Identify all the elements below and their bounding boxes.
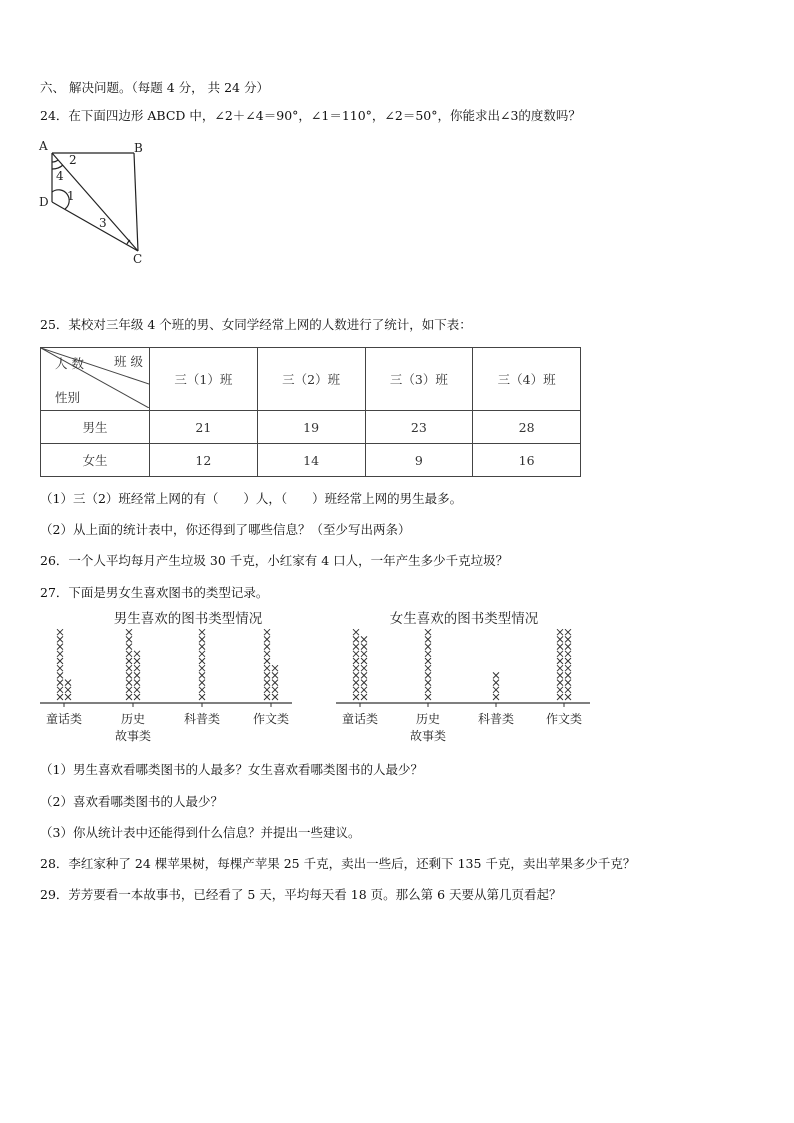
table-cell: 21 <box>150 411 258 444</box>
tally-mark <box>57 644 63 650</box>
tally-mark <box>353 644 359 650</box>
category-label: 故事类 <box>409 729 447 743</box>
tally-mark <box>126 665 132 671</box>
tally-mark <box>264 658 270 664</box>
tally-mark <box>353 629 359 635</box>
tally-mark <box>557 665 563 671</box>
table-row-label: 男生 <box>41 411 150 444</box>
category-label: 科普类 <box>183 712 221 726</box>
tally-mark <box>264 665 270 671</box>
tally-mark <box>425 651 431 657</box>
tally-mark <box>493 680 499 686</box>
tally-mark <box>57 658 63 664</box>
angle-4-label: 4 <box>56 169 64 183</box>
tally-column <box>557 629 571 700</box>
tally-mark <box>493 694 499 700</box>
table-cell: 12 <box>150 444 258 477</box>
tally-mark <box>565 680 571 686</box>
table-cell: 14 <box>257 444 365 477</box>
tally-mark <box>425 687 431 693</box>
tally-mark <box>126 680 132 686</box>
tally-mark <box>126 687 132 693</box>
tally-mark <box>65 680 71 686</box>
question-25-sub1: （1）三（2）班经常上网的有（ ）人，（ ）班经常上网的男生最多。 <box>40 491 463 506</box>
tally-mark <box>565 694 571 700</box>
table-corner-cell <box>41 348 150 411</box>
tally-mark <box>425 658 431 664</box>
tally-mark <box>565 658 571 664</box>
tally-mark <box>557 687 563 693</box>
tally-column <box>126 629 140 700</box>
question-26-text: 26．一个人平均每月产生垃圾 30 千克，小红家有 4 口人，一年产生多少千克垃圾？ <box>40 553 509 568</box>
tally-mark <box>565 629 571 635</box>
tally-mark <box>425 694 431 700</box>
tally-mark <box>565 651 571 657</box>
table-row <box>41 444 581 477</box>
category-label: 童话类 <box>341 712 379 726</box>
tally-mark <box>126 629 132 635</box>
tally-column <box>425 629 431 700</box>
tally-mark <box>126 672 132 678</box>
tally-mark <box>65 687 71 693</box>
tally-mark <box>272 687 278 693</box>
vertex-d-label: D <box>39 195 49 209</box>
tally-mark <box>353 636 359 642</box>
category-label: 历史 <box>120 712 146 726</box>
tally-mark <box>557 658 563 664</box>
question-27-sub3: （3）你从统计表中还能得到什么信息？并提出一些建议。 <box>40 825 361 840</box>
question-28-text: 28．李红家种了 24 棵苹果树，每棵产苹果 25 千克，卖出一些后，还剩下 135 千克，卖出苹果多少千克？ <box>40 856 636 871</box>
tally-mark <box>264 636 270 642</box>
tally-mark <box>134 680 140 686</box>
tally-mark <box>199 636 205 642</box>
tally-mark <box>134 672 140 678</box>
tally-mark <box>425 672 431 678</box>
tally-mark <box>557 651 563 657</box>
tally-mark <box>493 687 499 693</box>
tally-mark <box>65 694 71 700</box>
section-title: 六、 解决问题。（每题 4 分， 共 24 分） <box>40 80 269 95</box>
tally-mark <box>557 644 563 650</box>
corner-class-label: 班 级 <box>114 354 143 369</box>
tally-mark <box>557 636 563 642</box>
tally-mark <box>361 665 367 671</box>
vertex-a-label: A <box>39 139 48 153</box>
table-column-header: 三（4）班 <box>473 348 581 411</box>
question-24-text: 24．在下面四边形 ABCD 中，∠2＋∠4＝90°，∠1＝110°，∠2＝50°，你能求出∠3的度数吗？ <box>40 108 581 123</box>
tally-mark <box>264 680 270 686</box>
category-label: 故事类 <box>114 729 152 743</box>
tally-mark <box>199 672 205 678</box>
tally-mark <box>353 665 359 671</box>
tally-mark <box>361 636 367 642</box>
vertex-c-label: C <box>133 252 143 266</box>
tally-mark <box>361 694 367 700</box>
tally-mark <box>361 651 367 657</box>
tally-mark <box>361 658 367 664</box>
category-label: 科普类 <box>477 712 515 726</box>
table-column-header: 三（1）班 <box>150 348 258 411</box>
tally-mark <box>361 687 367 693</box>
tally-mark <box>134 694 140 700</box>
tally-mark <box>134 665 140 671</box>
tally-mark <box>565 665 571 671</box>
tally-mark <box>199 651 205 657</box>
tally-mark <box>272 672 278 678</box>
tally-mark <box>199 687 205 693</box>
question-27-sub1: （1）男生喜欢看哪类图书的人最多？女生喜欢看哪类图书的人最少？ <box>40 762 423 777</box>
corner-gender-label: 性别 <box>55 390 81 405</box>
angle-arc-2 <box>52 160 58 162</box>
tally-mark <box>199 629 205 635</box>
tally-mark <box>353 694 359 700</box>
angle-1-label: 1 <box>67 189 75 203</box>
tally-mark <box>264 687 270 693</box>
tally-mark <box>126 644 132 650</box>
tally-mark <box>557 694 563 700</box>
category-label: 童话类 <box>45 712 83 726</box>
tally-mark <box>134 658 140 664</box>
tally-mark <box>134 651 140 657</box>
tally-mark <box>425 629 431 635</box>
tally-mark <box>199 680 205 686</box>
tally-mark <box>361 644 367 650</box>
tally-mark <box>425 636 431 642</box>
tally-mark <box>199 644 205 650</box>
tally-mark <box>264 629 270 635</box>
corner-count-label: 人 数 <box>55 356 84 371</box>
question-27-sub2: （2）喜欢看哪类图书的人最少？ <box>40 794 223 809</box>
category-label: 作文类 <box>252 712 290 726</box>
tally-mark <box>557 629 563 635</box>
table-cell: 19 <box>257 411 365 444</box>
edge-cd <box>52 202 138 251</box>
tally-mark <box>557 672 563 678</box>
angle-2-label: 2 <box>69 153 77 167</box>
tally-mark <box>565 687 571 693</box>
tally-mark <box>565 644 571 650</box>
tally-mark <box>199 665 205 671</box>
tally-mark <box>126 658 132 664</box>
vertex-b-label: B <box>134 141 143 155</box>
table-cell: 9 <box>365 444 473 477</box>
edge-bc <box>134 153 138 251</box>
table-cell: 16 <box>473 444 581 477</box>
tally-mark <box>126 636 132 642</box>
tally-mark <box>425 665 431 671</box>
tally-mark <box>493 672 499 678</box>
table-row <box>41 411 581 444</box>
tally-mark <box>126 651 132 657</box>
tally-mark <box>353 687 359 693</box>
tally-mark <box>264 694 270 700</box>
table-column-header: 三（2）班 <box>257 348 365 411</box>
table-header-row <box>41 348 581 411</box>
quadrilateral-abcd-figure <box>36 136 156 266</box>
tally-column <box>353 629 367 700</box>
category-label: 历史 <box>415 712 441 726</box>
angle-3-label: 3 <box>99 216 107 230</box>
tally-mark <box>57 651 63 657</box>
tally-mark <box>264 651 270 657</box>
tally-column <box>493 672 499 700</box>
tally-mark <box>425 680 431 686</box>
girls-book-chart <box>336 610 590 743</box>
question-29-text: 29．芳芳要看一本故事书，已经看了 5 天，平均每天看 18 页。那么第 6 天要从第几页看起？ <box>40 887 562 902</box>
class-stats-table <box>40 347 581 477</box>
tally-column <box>199 629 205 700</box>
tally-mark <box>57 629 63 635</box>
tally-mark <box>126 694 132 700</box>
tally-mark <box>565 672 571 678</box>
book-type-charts <box>40 603 600 748</box>
tally-mark <box>565 636 571 642</box>
table-column-header: 三（3）班 <box>365 348 473 411</box>
tally-mark <box>361 680 367 686</box>
category-label: 作文类 <box>545 712 583 726</box>
tally-mark <box>134 687 140 693</box>
chart-title: 女生喜欢的图书类型情况 <box>389 611 539 627</box>
tally-mark <box>272 680 278 686</box>
table-row-label: 女生 <box>41 444 150 477</box>
question-27-text: 27．下面是男女生喜欢图书的类型记录。 <box>40 585 269 600</box>
tally-mark <box>353 658 359 664</box>
tally-mark <box>264 644 270 650</box>
tally-mark <box>57 665 63 671</box>
tally-mark <box>57 636 63 642</box>
table-cell: 23 <box>365 411 473 444</box>
tally-mark <box>353 680 359 686</box>
tally-mark <box>199 694 205 700</box>
diagonal-ac <box>52 153 138 251</box>
tally-mark <box>57 694 63 700</box>
tally-mark <box>353 672 359 678</box>
tally-column <box>57 629 71 700</box>
tally-column <box>264 629 278 700</box>
boys-book-chart <box>40 610 292 743</box>
tally-mark <box>353 651 359 657</box>
chart-title: 男生喜欢的图书类型情况 <box>113 611 263 627</box>
tally-mark <box>361 672 367 678</box>
tally-mark <box>272 665 278 671</box>
tally-mark <box>272 694 278 700</box>
tally-mark <box>199 658 205 664</box>
tally-mark <box>57 680 63 686</box>
tally-mark <box>264 672 270 678</box>
question-25-text: 25．某校对三年级 4 个班的男、女同学经常上网的人数进行了统计，如下表： <box>40 317 472 332</box>
tally-mark <box>57 672 63 678</box>
tally-mark <box>557 680 563 686</box>
tally-mark <box>425 644 431 650</box>
tally-mark <box>57 687 63 693</box>
table-cell: 28 <box>473 411 581 444</box>
question-25-sub2: （2）从上面的统计表中，你还得到了哪些信息？（至少写出两条） <box>40 522 411 537</box>
